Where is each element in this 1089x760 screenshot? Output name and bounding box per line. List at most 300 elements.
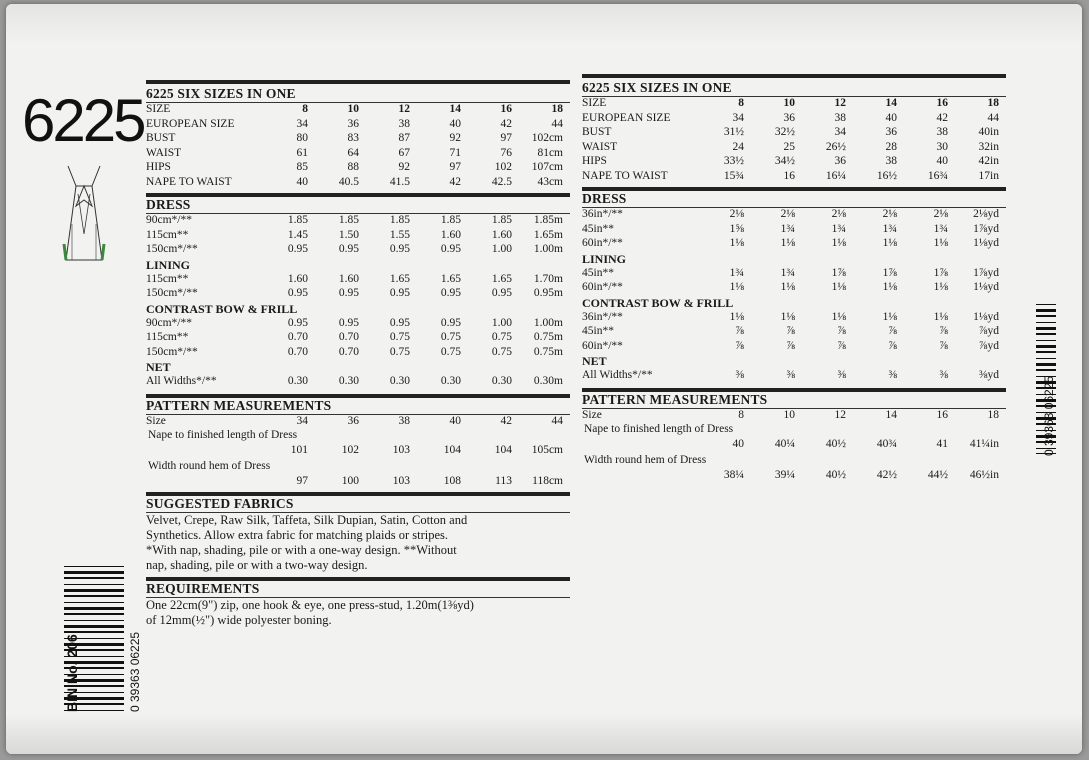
row-label: BUST [146,132,176,144]
cell-value: 97 [449,161,461,173]
contrast-title: CONTRAST BOW & FRILL [146,301,298,316]
cell-value: 36 [834,155,846,167]
cell-value: 83 [347,132,359,144]
row-label: 115cm** [146,272,189,285]
pattern-envelope-back [6,4,1082,754]
table-row [582,311,1006,326]
table-row [146,214,570,229]
cell-value: 40 [732,437,744,450]
row-label: 60in*/** [582,281,623,293]
cell-value: 40¼ [774,437,795,450]
cell-value: 26½ [825,140,846,153]
cell-value: 34 [834,126,846,138]
cell-value: 40 [936,155,948,167]
table-row [582,126,1006,141]
cell-value: 38 [936,126,948,138]
cell-value: 1.85m [533,214,563,226]
cell-value: 38 [398,414,410,427]
cell-value: 0.75m [533,345,563,358]
cell-value: 105cm [531,443,563,456]
cell-value: 1.45 [287,228,308,241]
cell-value: 40 [449,117,461,130]
dress-title: DRESS [146,197,191,212]
cell-value: 16½ [876,169,897,182]
lining-title: LINING [146,257,191,272]
cell-value: 100 [341,474,359,487]
cell-value: 42 [500,117,512,130]
cell-value: 1⅛ [933,310,948,323]
table-row [582,409,1006,424]
table-row [582,469,1006,484]
cell-value: 2⅛ [729,208,744,220]
cell-value: 41¼in [969,437,999,450]
requirements-title: REQUIREMENTS [146,581,260,596]
cell-value: 24 [732,140,744,153]
cell-value: 14 [885,408,897,421]
table-row [146,132,570,147]
cell-value: 0.95 [440,287,461,299]
row-label: NAPE TO WAIST [582,169,668,182]
cell-value: 80 [296,132,308,144]
table-row [582,155,1006,170]
dress-title: DRESS [582,191,627,206]
cell-value: 1.50 [338,228,359,241]
cell-value: ⅞ [837,325,846,337]
cell-value: 41.5 [389,175,410,188]
cell-value: 44 [551,117,563,130]
cell-value: 1⅛ [780,237,795,249]
cell-value: 36 [885,126,897,138]
cell-value: 1¾ [831,222,846,235]
row-label: NAPE TO WAIST [146,175,232,188]
pattern-measurements-title: PATTERN MEASUREMENTS [582,391,768,407]
cell-value: 34 [296,117,308,130]
cell-value: 10 [783,408,795,421]
table-row [146,375,570,390]
cell-value: 0.30 [287,375,308,387]
cell-value: 43cm [537,175,563,188]
cell-value: 0.95 [287,316,308,329]
cell-value: 8 [302,103,308,115]
cell-value: 92 [398,161,410,173]
cell-value: 0.70 [338,345,359,358]
cell-value: 1⅞ [882,266,897,279]
cell-value: ⅜ [939,369,948,381]
cell-value: 18 [987,97,999,109]
barcode-stripe [1036,327,1056,330]
cell-value: 0.75 [440,345,461,358]
bin-number: BIN No. 206 [64,634,80,712]
cell-value: 97 [296,474,308,487]
barcode-stripe [1036,369,1056,371]
cell-value: 30 [936,140,948,153]
fabrics-text [146,513,570,573]
cell-value: 0.75 [491,331,512,343]
cell-value: 1.85 [338,214,359,226]
table-row [582,438,1006,453]
cell-value: 0.30 [389,375,410,387]
barcode-stripe [1036,351,1056,353]
table-row [582,267,1006,282]
net-title: NET [146,360,171,374]
cell-value: 1.60 [491,228,512,241]
cell-value: 1⅞ [933,266,948,279]
pattern-number: 6225 [22,87,144,154]
barcode-stripe [64,625,124,628]
row-label: 60in*/** [582,339,623,352]
cell-value: 1⅛ [831,310,846,323]
barcode-stripe [64,566,124,567]
cell-value: 34 [732,111,744,124]
nape-label: Nape to finished length of Dress [148,429,298,441]
barcode-stripe [64,584,124,585]
cell-value: 42in [978,155,999,167]
row-label: SIZE [582,97,607,109]
cell-value: 0.95 [287,243,308,255]
row-label: WAIST [146,146,182,159]
cell-value: ⅞ [786,325,795,337]
cell-value: 42 [500,414,512,427]
cell-value: 33½ [723,155,744,167]
fabrics-line: Synthetics. Allow extra fabric for matching plaids or stripes. [146,528,449,542]
cell-value: 44 [551,414,563,427]
cell-value: 40 [885,111,897,124]
barcode-stripe [64,613,124,615]
cell-value: ⅞yd [978,339,999,352]
barcode-stripe [64,589,124,592]
table-row [582,208,1006,223]
cell-value: 40 [449,414,461,427]
cell-value: 0.95 [440,243,461,255]
cell-value: 0.75 [440,331,461,343]
cell-value: 1⅛ [780,310,795,323]
cell-value: 42½ [876,468,897,481]
cell-value: 1¾ [882,222,897,235]
row-label: 36in*/** [582,208,623,220]
metric-column [146,80,570,628]
cell-value: 1.60 [440,228,461,241]
barcode-stripe [64,577,124,579]
lining-title: LINING [582,251,627,266]
row-label: SIZE [146,103,171,115]
row-label: EUROPEAN SIZE [582,111,671,124]
cell-value: 46½in [969,468,999,481]
cell-value: 17in [978,169,999,182]
cell-value: 1⅛ [729,237,744,249]
table-row [582,223,1006,238]
cell-value: 1⅛ [882,281,897,293]
row-label: 150cm*/** [146,345,198,358]
section-title: 6225 SIX SIZES IN ONE [582,80,732,95]
cell-value: ⅞ [735,325,744,337]
cell-value: 10 [347,103,359,115]
cell-value: 0.70 [287,331,308,343]
cell-value: 1⅛ [933,237,948,249]
cell-value: 1.60 [287,272,308,285]
section-title: 6225 SIX SIZES IN ONE [146,86,296,101]
cell-value: 34 [296,414,308,427]
cell-value: 25 [783,140,795,153]
cell-value: 0.30 [338,375,359,387]
cell-value: 12 [398,103,410,115]
barcode-stripe [1036,322,1056,323]
cell-value: 8 [738,97,744,109]
cell-value: 1⅛yd [973,281,999,293]
row-label: 90cm*/** [146,214,192,226]
nape-label: Nape to finished length of Dress [584,423,734,435]
cell-value: 1.55 [389,228,410,241]
cell-value: 0.70 [287,345,308,358]
barcode-stripe [1036,315,1056,317]
cell-value: 102 [341,443,359,456]
cell-value: 0.30 [440,375,461,387]
fabrics-line: Velvet, Crepe, Raw Silk, Taffeta, Silk Dupian, Satin, Cotton and [146,513,468,527]
cell-value: 64 [347,146,359,159]
table-row [146,243,570,258]
cell-value: 36 [783,111,795,124]
cell-value: 44½ [927,468,948,481]
row-label: 150cm*/** [146,287,198,299]
cell-value: 40 [296,175,308,188]
cell-value: 1⅞yd [973,222,999,235]
cell-value: ⅜ [888,369,897,381]
table-row [146,273,570,288]
requirements-line: One 22cm(9") zip, one hook & eye, one press-stud, 1.20m(1⅜yd) [146,598,474,612]
imperial-column [582,74,1006,490]
cell-value: 2⅛ [933,208,948,220]
cell-value: 14 [449,103,461,115]
cell-value: 92 [449,132,461,144]
barcode-stripe [1036,309,1056,312]
barcode-stripe [1036,304,1056,305]
cell-value: 0.95 [287,287,308,299]
cell-value: 0.95 [389,243,410,255]
barcode-left-number: 0 39363 06225 [128,631,142,712]
cell-value: 0.95m [533,287,563,299]
cell-value: 0.75 [491,345,512,358]
cell-value: 1.00m [533,316,563,329]
cell-value: 0.95 [389,316,410,329]
row-label: HIPS [146,161,171,173]
cell-value: 16 [936,97,948,109]
cell-value: ⅜ [786,369,795,381]
dress-sketch-icon [62,164,106,264]
cell-value: 2⅛ [780,208,795,220]
barcode-stripe [1036,358,1056,359]
cell-value: 1.00 [491,243,512,255]
row-label: EUROPEAN SIZE [146,117,235,130]
cell-value: 18 [551,103,563,115]
cell-value: ⅞ [939,339,948,352]
cell-value: 1.65 [389,272,410,285]
table-row [582,369,1006,384]
cell-value: 108 [443,474,461,487]
cell-value: 40¾ [876,437,897,450]
cell-value: 16¾ [927,169,948,182]
hem-label: Width round hem of Dress [148,460,271,472]
rule [146,80,570,84]
table-row [146,229,570,244]
row-label: BUST [582,126,612,138]
cell-value: 1⅛ [729,281,744,293]
cell-value: 40½ [825,437,846,450]
cell-value: 107cm [531,161,563,173]
cell-value: 104 [443,443,461,456]
row-label: 36in*/** [582,310,623,323]
cell-value: 0.95 [440,316,461,329]
cell-value: 0.75 [389,331,410,343]
cell-value: 41 [936,437,948,450]
row-label: All Widths*/** [582,369,653,381]
cell-value: 81cm [537,146,563,159]
cell-value: 1⅞ [831,266,846,279]
cell-value: 85 [296,161,308,173]
cell-value: 61 [296,146,308,159]
cell-value: 0.95 [338,287,359,299]
cell-value: ⅜ [735,369,744,381]
cell-value: ⅞ [888,325,897,337]
cell-value: 42.5 [491,175,512,188]
barcode-stripe [64,631,124,633]
table-row [146,287,570,302]
cell-value: 32in [978,140,999,153]
barcode-stripe [1036,333,1056,335]
cell-value: 118cm [532,474,563,487]
cell-value: 1¾ [933,222,948,235]
table-row [582,170,1006,185]
cell-value: 39¼ [774,468,795,481]
cell-value: 1.85 [491,214,512,226]
fabrics-title: SUGGESTED FABRICS [146,496,294,511]
table-row [146,475,570,490]
cell-value: 1.60 [338,272,359,285]
cell-value: 38 [398,117,410,130]
cell-value: 40½ [825,468,846,481]
cell-value: ⅞ [786,339,795,352]
rule [582,74,1006,78]
cell-value: 0.75 [389,345,410,358]
cell-value: 18 [987,408,999,421]
cell-value: 76 [500,146,512,159]
row-label: 115cm** [146,331,189,343]
cell-value: 36 [347,117,359,130]
barcode-stripe [64,620,124,621]
row-label: 60in*/** [582,237,623,249]
barcode-right-number: 0 39363 06225 [1042,375,1056,456]
cell-value: 1⅛yd [973,237,999,249]
cell-value: 8 [738,408,744,421]
cell-value: 16 [783,169,795,182]
cell-value: 1.00m [533,243,563,255]
cell-value: 71 [449,146,461,159]
fabrics-line: *With nap, shading, pile or with a one-way design. **Without [146,543,457,557]
barcode-stripe [1036,345,1056,348]
table-row [582,325,1006,340]
table-row [582,237,1006,252]
barcode-stripe [1036,363,1056,366]
cell-value: 0.70 [338,331,359,343]
cell-value: ⅞ [735,339,744,352]
row-label: HIPS [582,155,607,167]
cell-value: 1.85 [287,214,308,226]
barcode-stripe [64,602,124,603]
table-row [582,340,1006,355]
row-label: Size [582,408,602,421]
row-label: Size [146,414,166,427]
row-label: 115cm** [146,228,189,241]
cell-value: 1.65 [440,272,461,285]
cell-value: 1⅛yd [973,310,999,323]
cell-value: 1.85 [440,214,461,226]
cell-value: 1⅛ [933,281,948,293]
cell-value: 1.65m [533,228,563,241]
cell-value: 12 [834,408,846,421]
cell-value: 0.30 [491,375,512,387]
cell-value: 40.5 [338,175,359,188]
cell-value: 14 [885,97,897,109]
cell-value: 88 [347,161,359,173]
table-row [146,331,570,346]
cell-value: 38 [834,111,846,124]
cell-value: 1.65 [491,272,512,285]
cell-value: 10 [783,97,795,109]
cell-value: ⅞ [939,325,948,337]
cell-value: 1.85 [389,214,410,226]
net-title: NET [582,354,607,368]
cell-value: 0.75m [533,331,563,343]
cell-value: 1¾ [780,266,795,279]
table-row [582,141,1006,156]
barcode-stripe [64,595,124,597]
table-row [146,161,570,176]
cell-value: 102 [494,161,512,173]
cell-value: ⅞yd [978,325,999,337]
cell-value: 1⅛ [780,281,795,293]
cell-value: 1⅛ [882,310,897,323]
cell-value: 1⅛ [831,281,846,293]
cell-value: ⅜ [837,369,846,381]
table-row [146,444,570,459]
cell-value: 12 [834,97,846,109]
barcode-stripe [64,607,124,610]
cell-value: 113 [495,474,512,487]
row-label: 45in** [582,325,614,337]
cell-value: 31½ [723,126,744,138]
cell-value: 16¼ [825,169,846,182]
cell-value: 1.00 [491,316,512,329]
barcode-stripe [64,715,124,716]
table-row [146,147,570,162]
cell-value: 0.95 [389,287,410,299]
cell-value: 0.95 [338,316,359,329]
requirements-text [146,598,570,628]
cell-value: 102cm [531,132,563,144]
row-label: WAIST [582,140,618,153]
cell-value: 16 [936,408,948,421]
cell-value: 104 [494,443,512,456]
cell-value: 44 [987,111,999,124]
barcode-stripe [64,571,124,574]
cell-value: ⅞ [837,339,846,352]
contrast-title: CONTRAST BOW & FRILL [582,295,734,310]
cell-value: 0.95 [491,287,512,299]
cell-value: 1⅛ [729,310,744,323]
row-label: All Widths*/** [146,375,217,387]
table-row [146,176,570,191]
cell-value: 1⅞yd [973,266,999,279]
cell-value: 2⅛yd [973,208,999,220]
cell-value: 28 [885,140,897,153]
